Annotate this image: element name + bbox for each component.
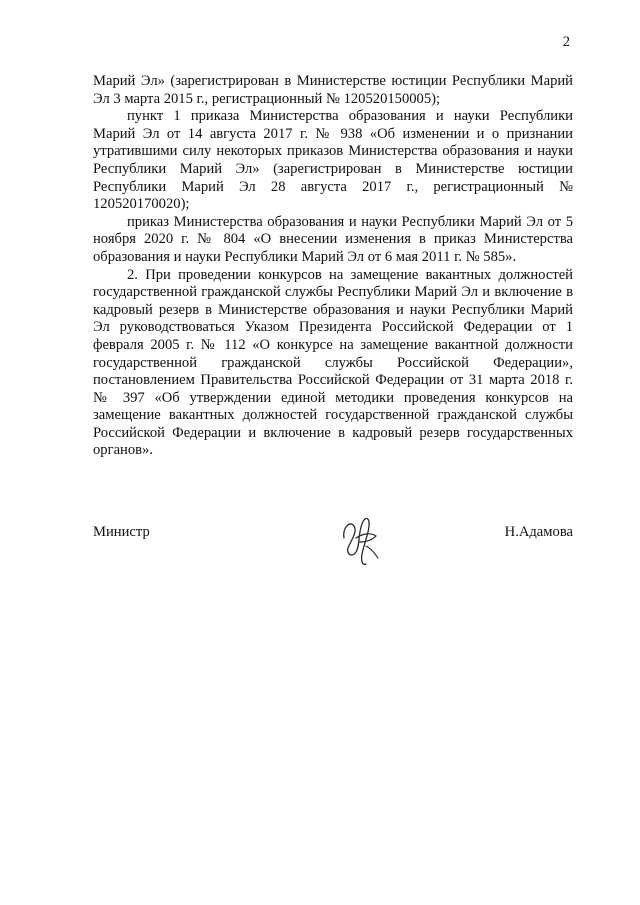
handwritten-signature-icon xyxy=(336,508,382,570)
paragraph-continuation: Марий Эл» (зарегистрирован в Министерстве юстиции Республики Марий Эл 3 марта 2015 г., регистрационный № 120520150005); xyxy=(93,73,573,107)
signatory-title: Министр xyxy=(93,524,150,540)
page-number: 2 xyxy=(562,34,570,50)
paragraph-order-item: приказ Министерства образования и науки Республики Марий Эл от 5 ноября 2020 г. № 804 «О внесении изменения в приказ Министерства образования и науки Республики Марий Эл от 6 мая 2011 г. № 585». xyxy=(93,213,573,265)
paragraph-order-item: пункт 1 приказа Министерства образования и науки Республики Марий Эл от 14 августа 2017 г. № 938 «Об изменении и о признании утратившими силу некоторых приказов Министерства образования и науки Республики Марий Эл» (зарегистрирован в Министерстве юстиции Республики Марий Эл 28 августа 2017 г., регистрационный № 120520170020); xyxy=(93,108,573,213)
signatory-name: Н.Адамова xyxy=(504,524,573,540)
paragraph-clause-2: 2. При проведении конкурсов на замещение вакантных должностей государственной гражданской службы Республики Марий Эл и включение в кадровый резерв в Министерстве образования и науки Республики Марий Эл руководствоваться Указом Президента Российской Федерации от 1 февраля 2005 г. № 112 «О конкурсе на замещение вакантной должности государственной гражданской службы Российской Федерации», постановлением Правительства Российской Федерации от 31 марта 2018 г. № 397 «Об утверждении единой методики проведения конкурсов на замещение вакантных должностей государственной гражданской службы Российской Федерации и включение в кадровый резерв государственных органов». xyxy=(93,266,573,459)
document-body xyxy=(93,73,573,460)
signature-block xyxy=(93,520,573,580)
